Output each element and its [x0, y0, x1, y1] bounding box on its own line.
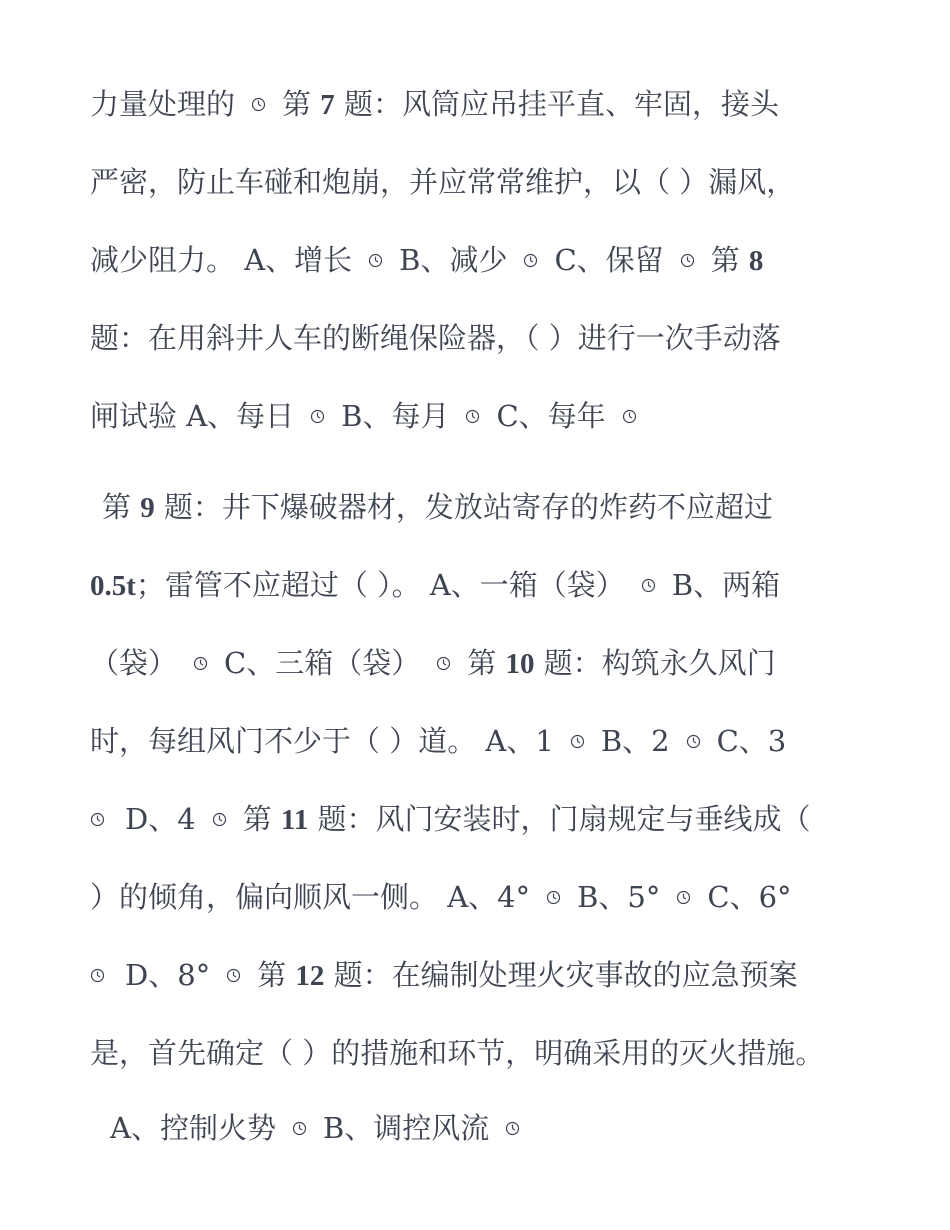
- answer-radio-icon[interactable]: [570, 734, 585, 749]
- line-text: 第: [467, 646, 506, 680]
- line-text: B、5°: [577, 880, 661, 914]
- answer-radio-icon[interactable]: [622, 409, 637, 424]
- line-text: C、保留: [554, 243, 664, 277]
- answer-radio-icon[interactable]: [436, 656, 451, 671]
- answer-radio-icon[interactable]: [90, 812, 105, 827]
- line-text: 第: [242, 802, 281, 836]
- question-number: 7: [320, 89, 335, 121]
- line-text: 题：井下爆破器材，发放站寄存的炸药不应超过: [154, 490, 773, 524]
- line-text: B、每月: [341, 399, 450, 433]
- answer-radio-icon[interactable]: [523, 253, 538, 268]
- line-text: 严密，防止车碰和炮崩，并应常常维护，以（ ）漏风，: [90, 165, 796, 199]
- text-line: [90, 955, 798, 995]
- line-text: 时，每组风门不少于（ ）道。 A、1: [90, 724, 554, 758]
- line-text: 题：在编制处理火灾事故的应急预案: [324, 958, 798, 992]
- line-text: C、6°: [707, 880, 792, 914]
- answer-radio-icon[interactable]: [505, 1121, 520, 1136]
- question-number: 10: [505, 648, 535, 680]
- line-text: C、每年: [496, 399, 606, 433]
- line-text: B、减少: [399, 243, 508, 277]
- answer-radio-icon[interactable]: [212, 812, 227, 827]
- line-text: 第: [102, 490, 141, 524]
- answer-radio-icon[interactable]: [193, 656, 208, 671]
- line-text: 闸试验 A、每日: [90, 399, 295, 433]
- question-number: 12: [295, 960, 325, 992]
- question-number: 9: [140, 492, 155, 524]
- text-line: [90, 877, 792, 917]
- text-line: [90, 1033, 824, 1073]
- line-text: 减少阻力。 A、增长: [90, 243, 353, 277]
- answer-radio-icon[interactable]: [676, 890, 691, 905]
- line-text: C、3: [716, 724, 787, 758]
- text-line: [90, 240, 763, 280]
- line-text: D、8°: [125, 958, 211, 992]
- line-text: 第: [710, 243, 749, 277]
- question-number: 0.5t: [90, 570, 136, 602]
- text-line: [90, 799, 811, 839]
- answer-radio-icon[interactable]: [226, 968, 241, 983]
- answer-radio-icon[interactable]: [251, 97, 266, 112]
- text-line: [90, 84, 779, 124]
- question-number: 11: [280, 804, 309, 836]
- answer-radio-icon[interactable]: [641, 578, 656, 593]
- line-text: 第: [257, 958, 296, 992]
- line-text: B、两箱: [671, 568, 781, 602]
- line-text: B、调控风流: [322, 1111, 490, 1145]
- line-text: D、4: [125, 802, 196, 836]
- text-line: [90, 396, 653, 436]
- line-text: （袋）: [90, 646, 178, 680]
- text-line: [110, 1108, 536, 1148]
- line-text: A、控制火势: [110, 1111, 276, 1145]
- answer-radio-icon[interactable]: [680, 253, 695, 268]
- answer-radio-icon[interactable]: [465, 409, 480, 424]
- text-line: [90, 318, 781, 358]
- line-text: 题：在用斜井人车的断绳保险器，（ ）进行一次手动落: [90, 321, 781, 355]
- answer-radio-icon[interactable]: [686, 734, 701, 749]
- line-text: ；雷管不应超过（ ）。 A、一箱（袋）: [135, 568, 625, 602]
- text-line: [102, 487, 773, 527]
- line-text: 第: [282, 87, 321, 121]
- question-number: 8: [748, 245, 764, 277]
- line-text: B、2: [600, 724, 670, 758]
- text-line: [90, 565, 780, 605]
- line-text: 题：风筒应吊挂平直、牢固，接头: [334, 87, 779, 121]
- text-line: [90, 162, 795, 202]
- text-line: [90, 721, 786, 761]
- line-text: 是，首先确定（ ）的措施和环节，明确采用的灭火措施。: [90, 1036, 825, 1070]
- answer-radio-icon[interactable]: [310, 409, 325, 424]
- text-line: [90, 643, 776, 683]
- answer-radio-icon[interactable]: [90, 968, 105, 983]
- line-text: ）的倾角，偏向顺风一侧。 A、4°: [90, 880, 531, 914]
- line-text: 力量处理的: [90, 87, 236, 121]
- answer-radio-icon[interactable]: [368, 253, 383, 268]
- line-text: 题：风门安装时，门扇规定与垂线成（: [308, 802, 811, 836]
- line-text: C、三箱（袋）: [224, 646, 421, 680]
- line-text: 题：构筑永久风门: [534, 646, 776, 680]
- answer-radio-icon[interactable]: [546, 890, 561, 905]
- answer-radio-icon[interactable]: [292, 1121, 307, 1136]
